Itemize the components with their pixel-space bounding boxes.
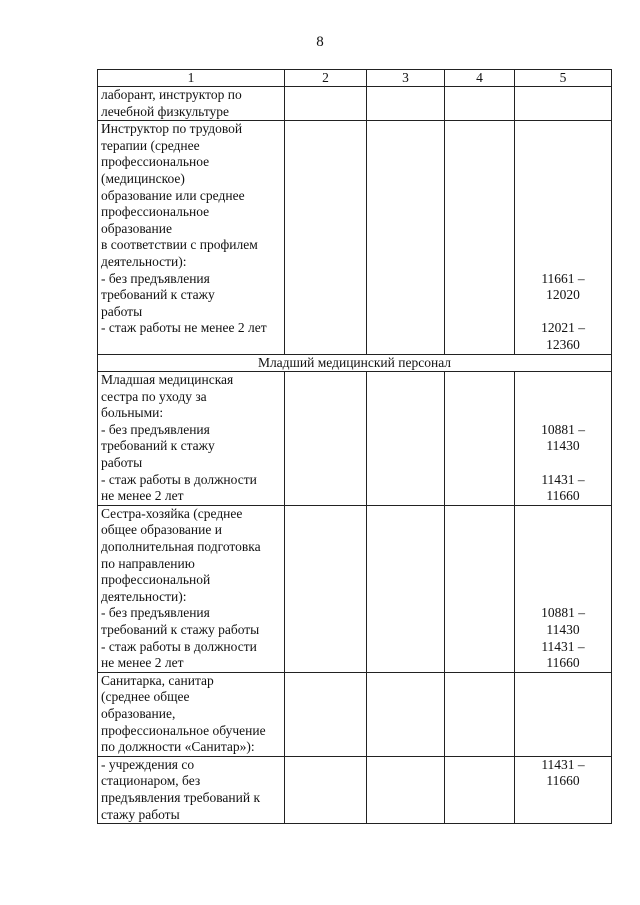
- salary-range-line: [518, 237, 608, 254]
- position-text-line: деятельности):: [101, 253, 187, 269]
- col3-cell: [367, 756, 445, 823]
- position-cell: [98, 672, 285, 756]
- position-text-line: Младшая медицинская: [101, 372, 234, 388]
- salary-range-line: [518, 522, 608, 539]
- salary-table: [97, 69, 612, 824]
- position-text-line: требований к стажу: [101, 438, 215, 454]
- salary-range-line: 12020: [546, 287, 580, 303]
- col2-cell: [285, 372, 367, 506]
- salary-range-line: 11431 –: [541, 638, 585, 654]
- salary-range-line: [518, 389, 608, 406]
- position-text-line: работы: [101, 303, 143, 319]
- position-text-line: (медицинское): [101, 170, 185, 186]
- col3-cell: [367, 505, 445, 672]
- position-text-line: профессиональное: [101, 204, 210, 220]
- salary-range-line: 10881 –: [541, 421, 585, 437]
- table-header: [98, 70, 612, 87]
- salary-range-line: [518, 556, 608, 573]
- position-cell: [98, 372, 285, 506]
- position-text-line: общее образование и: [101, 522, 222, 538]
- position-text-line: профессиональной: [101, 572, 211, 588]
- position-cell: [98, 121, 285, 354]
- salary-range-line: [518, 689, 608, 706]
- position-text-line: стационаром, без: [101, 773, 201, 789]
- salary-range-line: 12360: [546, 336, 580, 352]
- position-text-line: - учреждения со: [101, 756, 195, 772]
- position-text-line: стажу работы: [101, 806, 180, 822]
- salary-range-line: [518, 104, 608, 121]
- salary-range-cell: [515, 505, 612, 672]
- salary-range-line: [518, 790, 608, 807]
- salary-range-line: [518, 807, 608, 824]
- position-text-line: работы: [101, 455, 143, 471]
- salary-range-line: 11431 –: [541, 756, 585, 772]
- table-row: [98, 87, 612, 121]
- salary-range-line: 11430: [546, 438, 580, 454]
- salary-range-line: 12021 –: [541, 320, 585, 336]
- header-col-2: 2: [285, 70, 367, 87]
- header-col-3: 3: [367, 70, 445, 87]
- position-text-line: Сестра-хозяйка (среднее: [101, 505, 243, 521]
- position-cell: [98, 756, 285, 823]
- salary-range-cell: [515, 87, 612, 121]
- position-text-line: - без предъявления: [101, 270, 210, 286]
- salary-range-cell: [515, 121, 612, 354]
- position-text-line: требований к стажу работы: [101, 622, 260, 637]
- salary-range-line: [518, 154, 608, 171]
- col4-cell: [445, 372, 515, 506]
- position-text-line: (среднее общее: [101, 689, 190, 705]
- salary-range-line: [518, 739, 608, 756]
- position-cell: [98, 505, 285, 672]
- col3-cell: [367, 672, 445, 756]
- header-col-4: 4: [445, 70, 515, 87]
- col4-cell: [445, 505, 515, 672]
- table-body: [98, 87, 612, 824]
- col3-cell: [367, 87, 445, 121]
- salary-range-line: [518, 706, 608, 723]
- header-col-5: 5: [515, 70, 612, 87]
- table-row: [98, 121, 612, 354]
- salary-range-line: 10881 –: [541, 605, 585, 621]
- position-cell: [98, 87, 285, 121]
- position-text-line: по направлению: [101, 555, 195, 571]
- salary-range-cell: [515, 372, 612, 506]
- salary-range-line: [518, 572, 608, 589]
- page-number: 8: [316, 34, 324, 50]
- salary-range-cell: [515, 672, 612, 756]
- col4-cell: [445, 87, 515, 121]
- position-text-line: лаборант, инструктор по: [101, 87, 242, 102]
- salary-range-line: [518, 87, 608, 104]
- salary-range-cell: [515, 756, 612, 823]
- col2-cell: [285, 672, 367, 756]
- salary-range-line: [518, 372, 608, 389]
- position-text-line: больными:: [101, 405, 164, 421]
- salary-range-line: 11430: [546, 622, 580, 637]
- section-row: [98, 354, 612, 372]
- position-text-line: профессиональное обучение: [101, 722, 266, 738]
- col4-cell: [445, 121, 515, 354]
- salary-range-line: [518, 589, 608, 606]
- salary-range-line: [518, 673, 608, 690]
- salary-range-line: [518, 121, 608, 138]
- position-text-line: дополнительная подготовка: [101, 539, 261, 555]
- salary-range-line: [518, 204, 608, 221]
- col4-cell: [445, 672, 515, 756]
- position-text-line: - без предъявления: [101, 605, 210, 621]
- position-text-line: - стаж работы в должности: [101, 471, 257, 487]
- salary-range-line: [518, 138, 608, 155]
- col2-cell: [285, 505, 367, 672]
- col2-cell: [285, 121, 367, 354]
- position-text-line: по должности «Санитар»):: [101, 739, 255, 755]
- salary-range-line: [518, 506, 608, 523]
- salary-range-line: [518, 304, 608, 321]
- salary-range-line: [518, 405, 608, 422]
- position-text-line: не менее 2 лет: [101, 488, 184, 504]
- position-text-line: - стаж работы не менее 2 лет: [101, 320, 267, 336]
- position-text-line: лечебной физкультуре: [101, 103, 230, 119]
- col2-cell: [285, 756, 367, 823]
- position-text-line: предъявления требований к: [101, 789, 261, 805]
- salary-range-line: [518, 221, 608, 238]
- position-text-line: терапии (среднее: [101, 137, 200, 153]
- col2-cell: [285, 87, 367, 121]
- salary-range-line: [518, 171, 608, 188]
- table-row: [98, 372, 612, 506]
- salary-range-line: [518, 539, 608, 556]
- col3-cell: [367, 372, 445, 506]
- col4-cell: [445, 756, 515, 823]
- position-text-line: образование или среднее: [101, 187, 245, 203]
- salary-range-line: [518, 455, 608, 472]
- header-row: [98, 70, 612, 87]
- salary-range-line: 11661 –: [541, 270, 585, 286]
- table-row: [98, 505, 612, 672]
- salary-range-line: 11431 –: [541, 471, 585, 487]
- salary-range-line: [518, 188, 608, 205]
- position-text-line: - без предъявления: [101, 421, 210, 437]
- position-text-line: не менее 2 лет: [101, 655, 184, 671]
- col3-cell: [367, 121, 445, 354]
- header-col-1: 1: [98, 70, 285, 87]
- position-text-line: требований к стажу: [101, 287, 215, 303]
- salary-range-line: 11660: [546, 655, 580, 671]
- position-text-line: образование,: [101, 705, 176, 721]
- position-text-line: образование: [101, 220, 172, 236]
- position-text-line: сестра по уходу за: [101, 388, 207, 404]
- salary-range-line: 11660: [546, 488, 580, 504]
- salary-range-line: [518, 723, 608, 740]
- table-row: [98, 756, 612, 823]
- position-text-line: профессиональное: [101, 154, 210, 170]
- position-text-line: в соответствии с профилем: [101, 237, 258, 253]
- position-text-line: деятельности):: [101, 588, 187, 604]
- position-text-line: - стаж работы в должности: [101, 638, 257, 654]
- section-title: Младший медицинский персонал: [98, 354, 612, 372]
- position-text-line: Санитарка, санитар: [101, 672, 214, 688]
- salary-range-line: [518, 254, 608, 271]
- position-text-line: [101, 337, 281, 354]
- position-text-line: Инструктор по трудовой: [101, 121, 243, 137]
- salary-range-line: 11660: [546, 773, 580, 789]
- table-row: [98, 672, 612, 756]
